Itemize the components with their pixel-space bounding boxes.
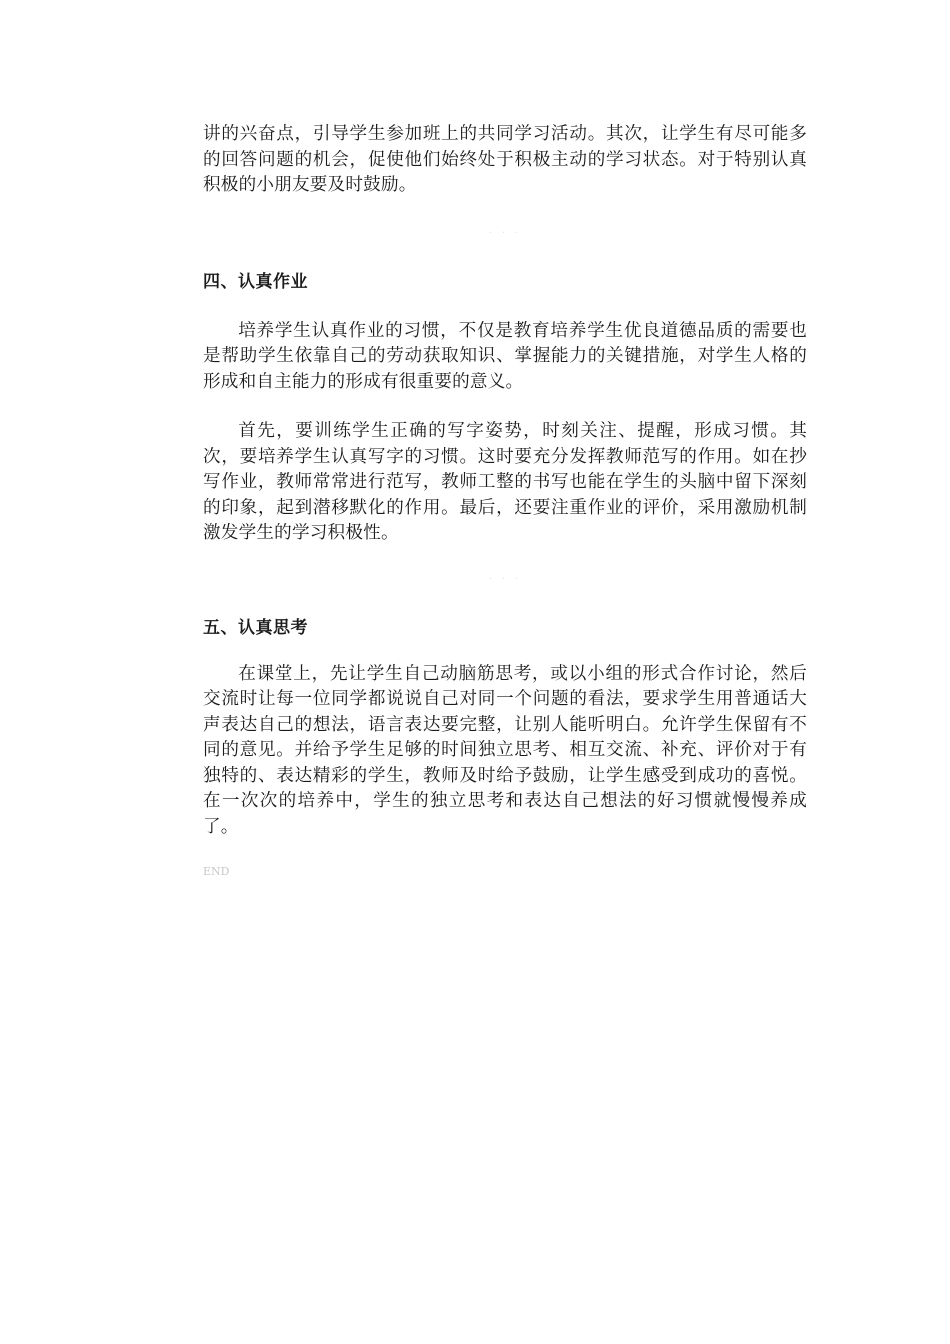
document-page [203,122,807,880]
intro-paragraph: 讲的兴奋点，引导学生参加班上的共同学习活动。其次，让学生有尽可能多的回答问题的机会，促使他们始终处于积极主动的学习状态。对于特别认真积极的小朋友要及时鼓励。 [203,124,807,195]
section-divider: · · · [488,571,522,585]
thinking-paragraph-1: 在课堂上，先让学生自己动脑筋思考，或以小组的形式合作讨论，然后交流时让每一位同学都说说自己对同一个问题的看法，要求学生用普通话大声表达自己的想法，语言表达要完整，让别人能听明白。允许学生保留有不同的意见。并给予学生足够的时间独立思考、相互交流、补充、评价对于有独特的、表达精彩的学生，教师及时给予鼓励，让学生感受到成功的喜悦。在一次次的培养中，学生的独立思考和表达自己想法的好习惯就慢慢养成了。 [203,663,807,837]
section-divider: · · · [488,225,522,239]
end-mark: END [203,865,230,878]
homework-paragraph-1: 培养学生认真作业的习惯，不仅是教育培养学生优良道德品质的需要也是帮助学生依靠自己的劳动获取知识、掌握能力的关键措施，对学生人格的形成和自主能力的形成有很重要的意义。 [203,320,807,392]
section-heading-thinking: 五、认真思考 [203,617,308,638]
section-heading-homework: 四、认真作业 [203,271,308,292]
homework-paragraph-2: 首先，要训练学生正确的写字姿势，时刻关注、提醒，形成习惯。其次，要培养学生认真写字的习惯。这时要充分发挥教师范写的作用。如在抄写作业，教师常常进行范写，教师工整的书写也能在学生的头脑中留下深刻的印象，起到潜移默化的作用。最后，还要注重作业的评价，采用激励机制激发学生的学习积极性。 [203,421,807,543]
